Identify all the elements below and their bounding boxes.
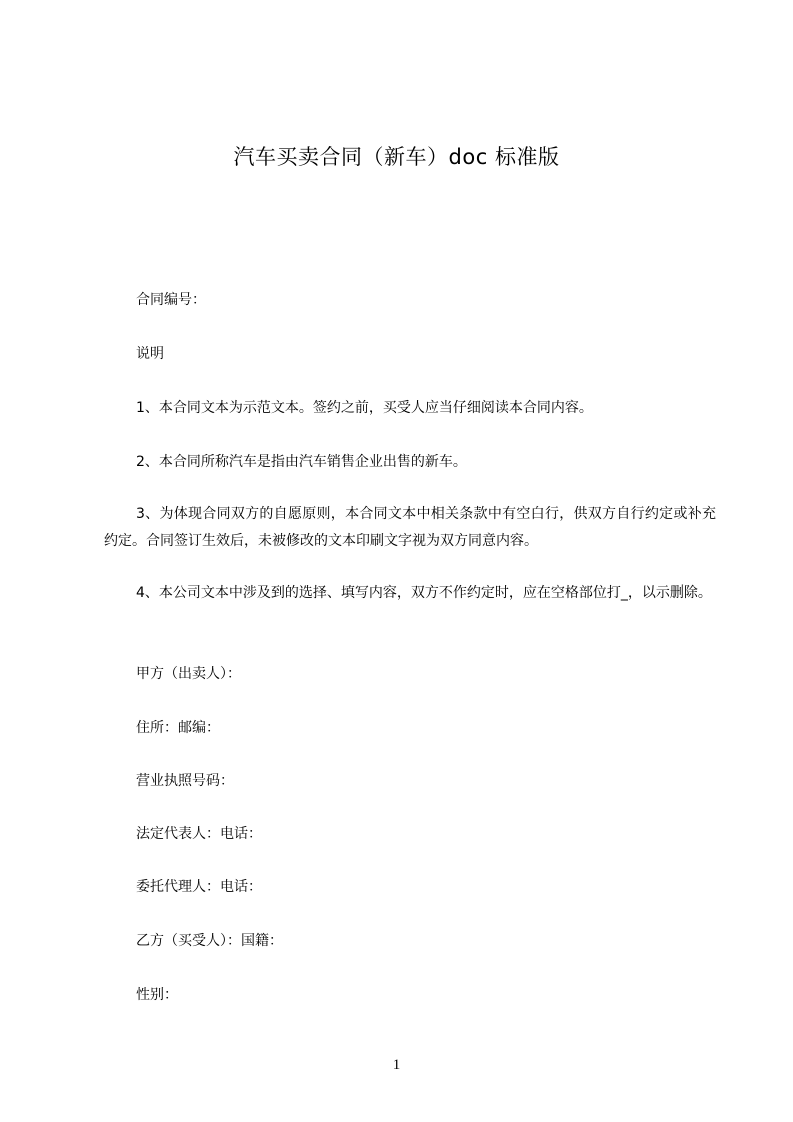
instruction-item-2: 2、本合同所称汽车是指由汽车销售企业出售的新车。 [136,454,467,470]
gender-label: 性别： [136,987,178,1003]
buyer-label: 乙方（买受人）：国籍： [136,933,283,949]
instruction-item-3: 3、为体现合同双方的自愿原则，本合同文本中相关条款中有空白行，供双方自行约定或补充约定。合同签订生效后，未被修改的文本印刷文字视为双方同意内容。 [104,506,716,549]
seller-label: 甲方（出卖人）： [136,666,241,682]
instruction-item-1: 1、本合同文本为示范文本。签约之前，买受人应当仔细阅读本合同内容。 [136,400,593,416]
page-number: 1 [392,1057,401,1073]
business-license-label: 营业执照号码： [136,773,234,789]
authorized-agent-label: 委托代理人：电话： [136,879,262,895]
instruction-item-4: 4、本公司文本中涉及到的选择、填写内容，双方不作约定时，应在空格部位打_，以示删除。 [136,585,712,601]
address-postcode-label: 住所：邮编： [136,720,220,736]
contract-number-label: 合同编号： [136,292,206,308]
instructions-heading: 说明 [136,346,164,362]
document-title: 汽车买卖合同（新车）doc 标准版 [233,145,560,169]
legal-representative-label: 法定代表人：电话： [136,826,262,842]
